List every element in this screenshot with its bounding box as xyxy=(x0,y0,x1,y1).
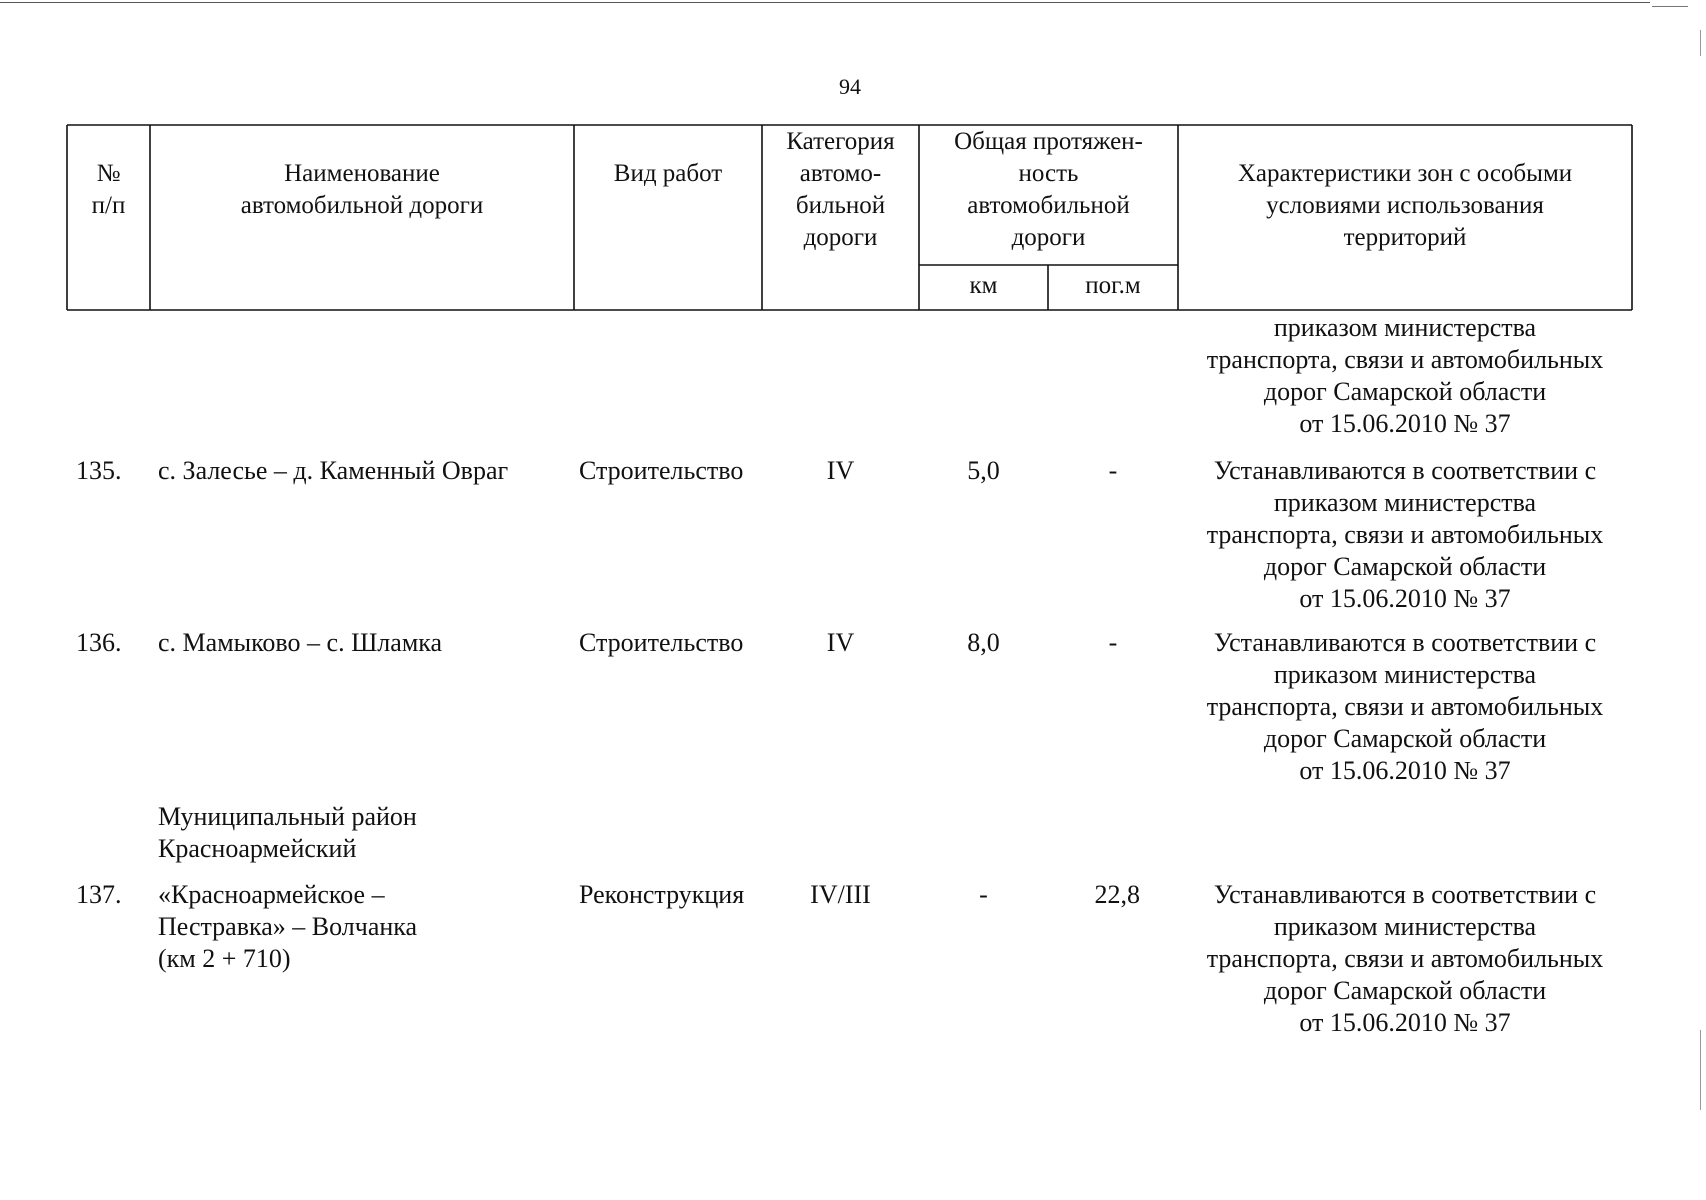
header-work-type: Вид работ xyxy=(613,160,723,187)
row-category: IV xyxy=(826,456,855,485)
row-zones: Устанавливаются в соответствии с приказом министерства транспорта, связи и автомобильных дорог Самарской области от 15.06.2010 № 37 xyxy=(1206,628,1604,785)
row-category: IV/III xyxy=(810,880,871,909)
page-number: 94 xyxy=(839,74,861,99)
row-road-name: «Красноармейское – Пестравка» – Волчанка (км 2 + 710) xyxy=(158,880,418,973)
header-length-m: пог.м xyxy=(1085,272,1141,299)
section-heading: Муниципальный район Красноармейский xyxy=(158,802,417,863)
continuation-zones-text: приказом министерства транспорта, связи и автомобильных дорог Самарской области от 15.06.2010 № 37 xyxy=(1206,313,1604,438)
row-num: 135. xyxy=(76,456,122,485)
scan-edge-mark xyxy=(1700,1030,1701,1110)
header-zones: Характеристики зон с особыми условиями использования территорий xyxy=(1237,160,1573,251)
header-length-km: км xyxy=(969,272,998,299)
row-length-km: - xyxy=(979,880,988,909)
row-work-type: Строительство xyxy=(579,628,744,657)
scan-edge-mark xyxy=(1700,30,1701,56)
row-length-m: - xyxy=(1108,456,1118,485)
header-num: № п/п xyxy=(91,160,126,219)
top-rule-fragment xyxy=(1652,6,1688,7)
row-zones: Устанавливаются в соответствии с приказом министерства транспорта, связи и автомобильных дорог Самарской области от 15.06.2010 № 37 xyxy=(1206,880,1604,1037)
top-rule xyxy=(0,2,1650,3)
row-num: 136. xyxy=(76,628,122,657)
row-work-type: Строительство xyxy=(579,456,744,485)
row-zones: Устанавливаются в соответствии с приказом министерства транспорта, связи и автомобильных дорог Самарской области от 15.06.2010 № 37 xyxy=(1206,456,1604,613)
header-category: Категория автомо- бильной дороги xyxy=(786,128,895,251)
row-road-name: с. Залесье – д. Каменный Овраг xyxy=(158,456,509,485)
row-num: 137. xyxy=(76,880,122,909)
header-total-length: Общая протяжен- ность автомобильной дороги xyxy=(954,128,1143,251)
row-length-km: 8,0 xyxy=(967,628,1000,657)
header-road-name: Наименование автомобильной дороги xyxy=(240,160,484,219)
row-length-km: 5,0 xyxy=(967,456,1000,485)
row-work-type: Реконструкция xyxy=(579,880,745,909)
row-category: IV xyxy=(826,628,855,657)
row-road-name: с. Мамыково – с. Шламка xyxy=(158,628,443,657)
row-length-m: - xyxy=(1108,628,1118,657)
row-length-m: 22,8 xyxy=(1094,880,1140,909)
